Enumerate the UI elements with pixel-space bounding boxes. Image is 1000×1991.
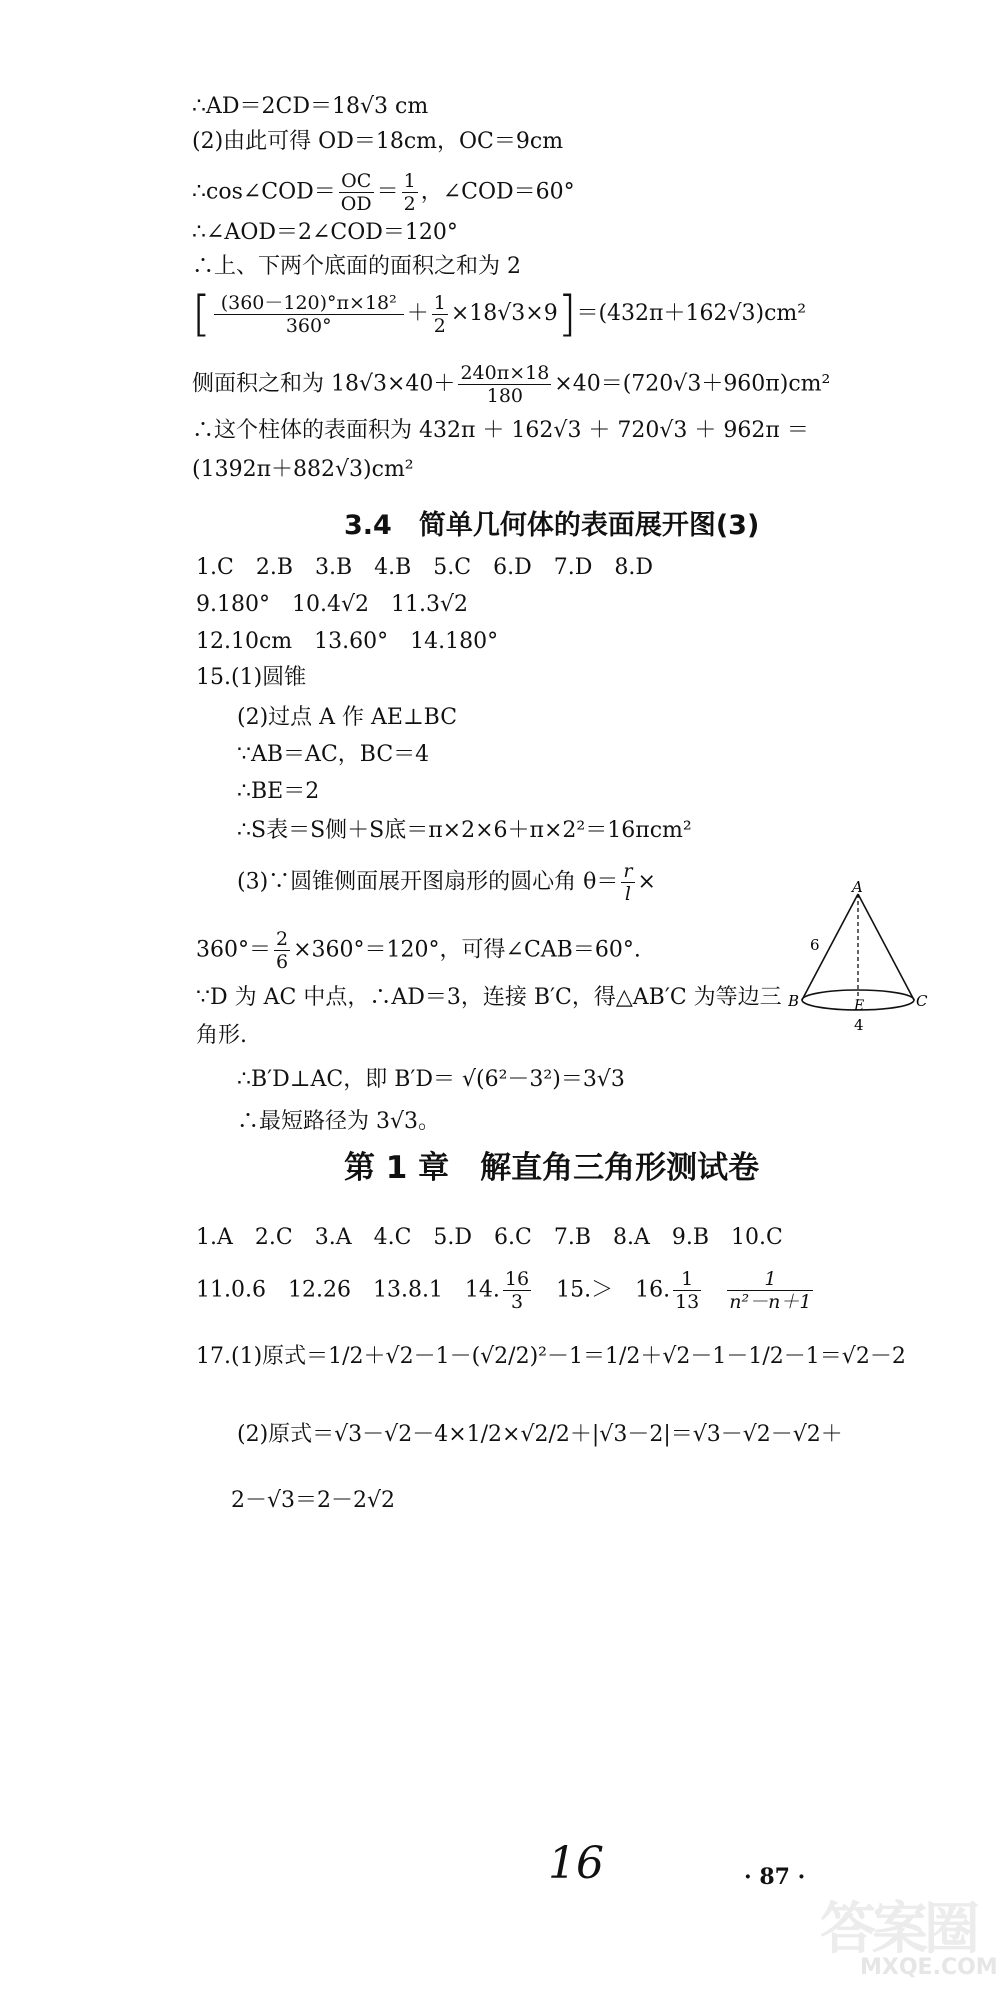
numerator: 240π×18 xyxy=(460,362,550,384)
text: ＋ xyxy=(406,301,429,326)
answer-15-triangle: 角形. xyxy=(196,1023,247,1048)
fraction xyxy=(621,860,634,905)
denominator: 6 xyxy=(276,951,289,973)
answer-15-shortest: ∴最短路径为 3√3。 xyxy=(237,1109,441,1134)
fraction xyxy=(274,928,290,973)
denominator: 180 xyxy=(486,385,523,407)
line-aod: ∴∠AOD＝2∠COD＝120° xyxy=(192,220,458,245)
answers-12-14: 12.10cm 13.60° 14.180° xyxy=(196,629,499,654)
text: 15.＞ 16. xyxy=(534,1277,671,1303)
denominator: l xyxy=(624,883,631,905)
left-bracket: [ xyxy=(192,286,211,342)
label-side-length: 6 xyxy=(810,936,820,954)
answer-15-angle xyxy=(196,928,641,973)
fraction xyxy=(503,1268,531,1313)
answer-15-2: (2)过点 A 作 AE⊥BC xyxy=(237,705,458,730)
text: ×360°＝120°，可得∠CAB＝60°. xyxy=(293,937,641,963)
fraction xyxy=(458,362,551,407)
line-base-area: ∴上、下两个底面的面积之和为 2 xyxy=(192,254,521,279)
answer-17-1: 17.(1)原式＝1/2＋√2－1－(√2/2)²－1＝1/2＋√2－1－1/2－1＝√2－2 xyxy=(196,1344,906,1369)
line-surface-area: ∴这个柱体的表面积为 432π ＋ 162√3 ＋ 720√3 ＋ 962π ＝ xyxy=(192,418,809,443)
fraction xyxy=(673,1268,701,1313)
text: ＝(432π＋162√3)cm² xyxy=(576,301,807,326)
denominator: 3 xyxy=(510,1291,524,1313)
numerator: 1 xyxy=(673,1268,701,1291)
denominator: OD xyxy=(340,193,372,215)
text: 360°＝ xyxy=(196,937,271,963)
label-c: C xyxy=(916,992,928,1010)
page-number: · 87 · xyxy=(744,1864,806,1890)
answer-15-1: 15.(1)圆锥 xyxy=(196,665,307,690)
text: ×18√3×9 xyxy=(450,301,558,326)
answers-1-8: 1.C 2.B 3.B 4.B 5.C 6.D 7.D 8.D xyxy=(196,555,654,580)
fraction xyxy=(402,170,418,215)
denominator: 13 xyxy=(675,1291,700,1313)
denominator: 2 xyxy=(403,193,416,215)
text: ×40＝(720√3＋960π)cm² xyxy=(554,371,831,397)
cone-figure xyxy=(788,880,928,1040)
text: ＝ xyxy=(376,179,399,205)
text: 11.0.6 12.26 13.8.1 14. xyxy=(196,1277,500,1303)
text: ，∠COD＝60° xyxy=(420,179,575,205)
answers-9-11: 9.180° 10.4√2 11.3√2 xyxy=(196,592,468,617)
fraction xyxy=(727,1268,813,1313)
answer-15-be: ∴BE＝2 xyxy=(237,779,320,804)
right-bracket: ] xyxy=(557,286,577,342)
numerator: 2 xyxy=(276,928,289,950)
text: ∴cos∠COD＝ xyxy=(192,179,336,205)
label-base-length: 4 xyxy=(854,1016,864,1034)
watermark-logo: 答案圈 xyxy=(820,1897,976,1962)
answer-17-2: (2)原式＝√3－√2－4×1/2×√2/2＋|√3－2|＝√3－√2－√2＋ xyxy=(237,1422,843,1447)
answer-15-3 xyxy=(237,860,656,905)
line-area-calc xyxy=(192,286,807,342)
fraction xyxy=(339,170,374,215)
cone-side-right xyxy=(858,894,914,1000)
label-a: A xyxy=(852,880,863,896)
answers-1-10: 1.A 2.C 3.A 4.C 5.D 6.C 7.B 8.A 9.B 10.C xyxy=(196,1225,783,1250)
numerator: (360－120)°π×18² xyxy=(214,292,404,315)
text: (3)∵圆锥侧面展开图扇形的圆心角 θ＝ xyxy=(237,869,619,895)
label-b: B xyxy=(788,992,800,1010)
fraction xyxy=(214,292,404,337)
numerator: 1 xyxy=(403,170,416,192)
denominator: 2 xyxy=(433,314,446,337)
answer-17-2-result: 2－√3＝2－2√2 xyxy=(231,1488,396,1513)
label-e: E xyxy=(854,998,865,1014)
numerator: 16 xyxy=(504,1268,530,1290)
answer-15-surface: ∴S表＝S侧＋S底＝π×2×6＋π×2²＝16πcm² xyxy=(237,818,692,843)
handwritten-note: 16 xyxy=(548,1838,604,1889)
section-title-chapter-1: 第 1 章 解直角三角形测试卷 xyxy=(344,1150,760,1186)
line-cos xyxy=(192,170,575,215)
answer-15-ab-ac: ∵AB＝AC，BC＝4 xyxy=(237,742,430,767)
text: 侧面积之和为 18√3×40＋ xyxy=(192,371,456,397)
section-title-3-4: 3.4 简单几何体的表面展开图(3) xyxy=(344,510,760,541)
answer-15-bd: ∴B′D⊥AC，即 B′D＝ √(6²－3²)＝3√3 xyxy=(237,1067,625,1092)
line-od-oc: (2)由此可得 OD＝18cm，OC＝9cm xyxy=(192,129,564,154)
numerator: r xyxy=(623,860,633,882)
answers-11-16 xyxy=(196,1268,816,1313)
line-surface-area-result: (1392π＋882√3)cm² xyxy=(192,457,414,482)
line-lateral-area xyxy=(192,362,830,407)
fraction xyxy=(432,292,448,337)
text: × xyxy=(637,869,656,895)
numerator: 1 xyxy=(727,1268,813,1291)
answer-15-midpoint: ∵D 为 AC 中点，∴AD＝3，连接 B′C，得△AB′C 为等边三 xyxy=(196,985,782,1010)
line-ad: ∴AD＝2CD＝18√3 cm xyxy=(192,94,429,119)
denominator: n²－n＋1 xyxy=(729,1291,812,1313)
denominator: 360° xyxy=(285,314,332,337)
numerator: 1 xyxy=(433,291,446,314)
watermark-url: MXQE.COM xyxy=(860,1955,998,1980)
numerator: OC xyxy=(339,170,374,193)
